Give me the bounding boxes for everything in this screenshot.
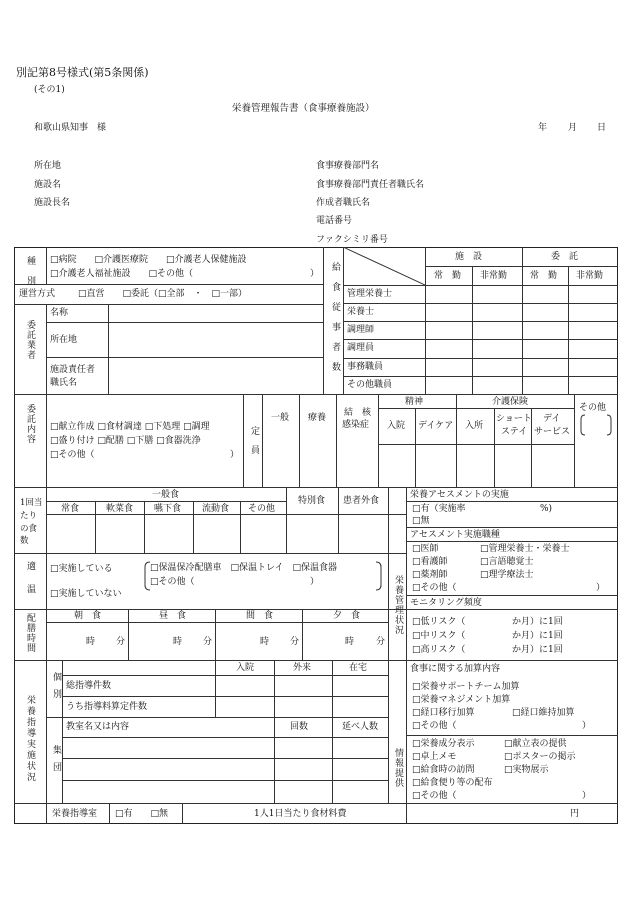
meal-regular: 常食 xyxy=(61,504,80,514)
assessment-staff-title: アセスメント実施職種 xyxy=(410,530,500,540)
serving-label: 配膳時間 xyxy=(25,613,35,653)
staff-doctor[interactable]: □医師 xyxy=(412,544,439,554)
staff-contract-parttime: 非常勤 xyxy=(576,271,604,281)
guidance-count: 回数 xyxy=(290,722,309,732)
info-other[interactable]: □その他（ xyxy=(412,791,457,801)
dinner-hour: 時 xyxy=(345,637,355,647)
lunch-hour: 時 xyxy=(173,637,183,647)
contractor-name-label: 名称 xyxy=(50,308,69,318)
serving-breakfast: 朝 食 xyxy=(74,611,102,621)
temp-opt2[interactable]: □その他（ xyxy=(150,577,195,587)
contract-row1[interactable]: □献立作成 □食材調達 □下処理 □調理 xyxy=(50,422,210,432)
sub-number: (その1) xyxy=(34,85,65,95)
phone-label: 電話番号 xyxy=(316,216,353,226)
role-chef: 調理師 xyxy=(347,325,375,335)
guidance-class-name: 教室名又は内容 xyxy=(66,722,130,732)
meal-other: その他 xyxy=(248,504,276,514)
type-row1[interactable]: □病院 □介護医療院 □介護老人保健施設 xyxy=(50,255,247,265)
breakfast-minute: 分 xyxy=(116,637,126,647)
cap-tuberculosis: 結 核 xyxy=(344,408,372,418)
cap-recuperation: 療養 xyxy=(308,413,327,423)
contract-row3-end: ） xyxy=(230,450,240,460)
guidance-total-people: 延べ人数 xyxy=(342,722,379,732)
guidance-room-label: 栄養指導室 xyxy=(52,809,98,819)
contractor-manager-label: 施設責任者 xyxy=(50,365,96,375)
nutrition-mgmt-label: 栄養管理状況 xyxy=(393,575,403,635)
assessment-pct: %) xyxy=(540,504,553,514)
contract-row3[interactable]: □その他（ xyxy=(50,450,95,460)
cap-psychiatric: 精神 xyxy=(405,397,424,407)
contractor-address-label: 所在地 xyxy=(50,335,78,345)
meals-general-header: 一般食 xyxy=(152,490,180,500)
role-other: その他職員 xyxy=(347,380,393,390)
guidance-inpatient: 入院 xyxy=(236,663,255,673)
date-year: 年 xyxy=(538,123,548,133)
temp-opt2-end: ） xyxy=(310,577,320,587)
ingredient-cost-unit: 円 xyxy=(570,809,580,819)
meals-label: 1回当たりの食数 xyxy=(20,498,43,547)
cap-dayservice: デイ xyxy=(543,414,561,424)
guidance-total: 総指導件数 xyxy=(66,681,112,691)
staff-speech[interactable]: □言語聴覚士 xyxy=(480,557,534,567)
addition-other-end: ） xyxy=(582,721,592,731)
temp-not-done[interactable]: □実施していない xyxy=(50,589,122,599)
assessment-yes[interactable]: □有（実施率 xyxy=(412,504,466,514)
meal-special: 特別食 xyxy=(298,496,326,506)
cap-inpatient: 入院 xyxy=(387,421,406,431)
info-table-memo[interactable]: □卓上メモ xyxy=(412,752,457,762)
guidance-billed: うち指導料算定件数 xyxy=(66,702,148,712)
staff-facility-fulltime: 常 勤 xyxy=(434,271,462,281)
lunch-minute: 分 xyxy=(203,637,213,647)
location-label: 所在地 xyxy=(34,161,62,171)
assessment-no[interactable]: □無 xyxy=(412,516,430,526)
serving-dinner: 夕 食 xyxy=(333,611,361,621)
guidance-outpatient: 外来 xyxy=(293,663,312,673)
meal-liquid: 流動食 xyxy=(202,504,230,514)
info-visit[interactable]: □給食時の訪問 xyxy=(412,765,475,775)
addition-oral-maintenance[interactable]: □経口維持加算 xyxy=(512,708,575,718)
addition-other[interactable]: □その他（ xyxy=(412,721,457,731)
ingredient-cost-label: 1人1日当たり食材料費 xyxy=(254,809,347,819)
director-name-label: 施設長名 xyxy=(34,198,71,208)
cap-shortstay: ショート xyxy=(496,414,532,424)
staff-pharmacist[interactable]: □薬剤師 xyxy=(412,570,448,580)
contractor-manager-label2: 職氏名 xyxy=(50,378,78,388)
guidance-room-options[interactable]: □有 □無 xyxy=(115,809,169,819)
contractor-label: 委託業者 xyxy=(25,320,35,360)
snack-minute: 分 xyxy=(290,637,300,647)
high-risk[interactable]: □高リスク（ xyxy=(412,645,466,655)
low-risk-suffix: か月）に1回 xyxy=(512,617,563,627)
role-dietitian-reg: 管理栄養士 xyxy=(347,289,393,299)
cap-admission: 入所 xyxy=(465,421,484,431)
role-dietitian: 栄養士 xyxy=(347,307,375,317)
addition-title: 食事に関する加算内容 xyxy=(410,664,501,674)
info-menu[interactable]: □献立表の提供 xyxy=(504,739,567,749)
cap-other-brackets xyxy=(580,414,612,436)
assessment-title: 栄養アセスメントの実施 xyxy=(410,490,509,500)
form-number: 別記第8号様式(第5条関係) xyxy=(16,66,149,79)
addition-oral-transition[interactable]: □経口移行加算 xyxy=(412,708,475,718)
info-poster[interactable]: □ポスターの掲示 xyxy=(504,752,576,762)
contract-content-label: 委託内容 xyxy=(25,404,35,444)
addressee: 和歌山県知事 様 xyxy=(34,123,107,133)
mid-risk-suffix: か月）に1回 xyxy=(512,631,563,641)
guidance-home: 在宅 xyxy=(349,663,368,673)
meal-outpatient: 患者外食 xyxy=(343,496,380,506)
capacity-label: 定員 xyxy=(249,426,259,464)
staff-label: 給食従事者数 xyxy=(330,262,340,382)
cap-care-insurance: 介護保険 xyxy=(492,397,529,407)
meal-dysphagia: 嚥下食 xyxy=(154,504,182,514)
serving-snack: 間 食 xyxy=(246,611,274,621)
cap-daycare: デイケア xyxy=(418,421,454,431)
staff-facility-header: 施 設 xyxy=(455,252,483,262)
staff-contract-fulltime: 常 勤 xyxy=(530,271,558,281)
fax-label: ファクシミリ番号 xyxy=(316,235,388,245)
staff-dietitian[interactable]: □管理栄養士・栄養士 xyxy=(480,544,570,554)
info-newsletter[interactable]: □給食便り等の配布 xyxy=(412,778,493,788)
serving-lunch: 昼 食 xyxy=(159,611,187,621)
type-label: 種 別 xyxy=(25,256,35,286)
temperature-label: 適温 xyxy=(25,561,35,607)
type-row2-end: ） xyxy=(310,269,320,279)
low-risk[interactable]: □低リスク（ xyxy=(412,617,466,627)
date-day: 日 xyxy=(597,123,607,133)
cap-infectious: 感染症 xyxy=(342,420,370,430)
addition-nst[interactable]: □栄養サポートチーム加算 xyxy=(412,682,520,692)
operation-options[interactable]: □直営 □委託（□全部 ・ □一部） xyxy=(78,289,248,299)
cap-general: 一般 xyxy=(271,413,290,423)
staff-physio[interactable]: □理学療法士 xyxy=(480,570,534,580)
role-office: 事務職員 xyxy=(347,362,384,372)
info-nutrition-label[interactable]: □栄養成分表示 xyxy=(412,739,475,749)
cap-shortstay-2: ステイ xyxy=(501,427,528,437)
meal-soft: 軟菜食 xyxy=(106,504,134,514)
info-label: 情報提供 xyxy=(393,748,403,788)
contract-row2[interactable]: □盛り付け □配膳 □下膳 □食器洗浄 xyxy=(50,436,201,446)
staff-nurse[interactable]: □看護師 xyxy=(412,557,448,567)
info-other-end: ） xyxy=(582,791,592,801)
cap-other: その他 xyxy=(579,403,607,413)
snack-hour: 時 xyxy=(260,637,270,647)
dinner-minute: 分 xyxy=(376,637,386,647)
dept-name-label: 食事療養部門名 xyxy=(316,161,380,171)
role-cook: 調理員 xyxy=(347,343,375,353)
monitoring-title: モニタリング頻度 xyxy=(410,598,482,608)
mid-risk[interactable]: □中リスク（ xyxy=(412,631,466,641)
operation-label: 運営方式 xyxy=(19,289,56,299)
date-month: 月 xyxy=(568,123,578,133)
author-label: 作成者職氏名 xyxy=(316,198,371,208)
type-row2[interactable]: □介護老人福祉施設 □その他（ xyxy=(50,269,194,279)
dept-head-label: 食事療養部門責任者職氏名 xyxy=(316,180,425,190)
breakfast-hour: 時 xyxy=(86,637,96,647)
addition-mgmt[interactable]: □栄養マネジメント加算 xyxy=(412,695,511,705)
guidance-label: 栄養指導実施状況 xyxy=(25,695,35,783)
temp-opt1[interactable]: □保温保冷配膳車 □保温トレイ □保温食器 xyxy=(150,563,338,573)
cap-dayservice-2: サービス xyxy=(534,427,571,437)
high-risk-suffix: か月）に1回 xyxy=(512,645,563,655)
staff-other[interactable]: □その他（ xyxy=(412,583,457,593)
temp-done[interactable]: □実施している xyxy=(50,564,113,574)
staff-header-diagonal xyxy=(343,247,425,285)
staff-facility-parttime: 非常勤 xyxy=(480,271,508,281)
staff-contract-header: 委 託 xyxy=(551,252,579,262)
info-display[interactable]: □実物展示 xyxy=(504,765,549,775)
staff-other-end: ） xyxy=(596,583,606,593)
page-title: 栄養管理報告書（食事療養施設） xyxy=(232,103,375,114)
guidance-group-label: 集団 xyxy=(51,745,61,779)
guidance-individual-label: 個別 xyxy=(51,672,61,706)
facility-name-label: 施設名 xyxy=(34,180,62,190)
